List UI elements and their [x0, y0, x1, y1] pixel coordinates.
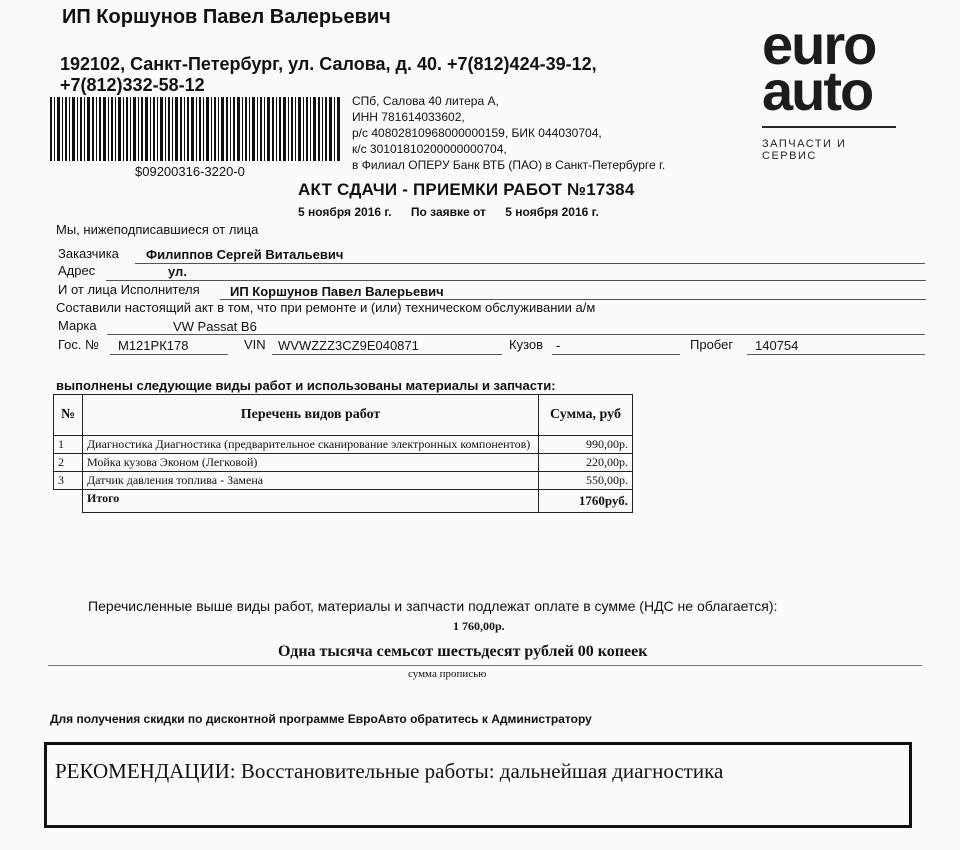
mileage-label: Пробег [690, 337, 734, 352]
plate-label: Гос. № [58, 337, 100, 352]
table-row [54, 436, 633, 454]
row-number: 3 [54, 472, 83, 490]
document-title: АКТ СДАЧИ - ПРИЕМКИ РАБОТ №17384 [298, 180, 635, 199]
table-row [54, 472, 633, 490]
brand-value: VW Passat B6 [173, 319, 257, 334]
works-heading: выполнены следующие виды работ и использованы материалы и запчасти: [56, 378, 556, 393]
document-date: 5 ноября 2016 г. [298, 205, 392, 219]
body-label: Кузов [509, 337, 544, 352]
company-name: ИП Коршунов Павел Валерьевич [62, 6, 391, 28]
payment-text: Перечисленные выше виды работ, материалы и запчасти подлежат оплате в сумме (НДС не облагается): [88, 598, 778, 614]
row-number: 1 [54, 436, 83, 454]
logo-rule [762, 126, 896, 128]
company-phone: +7(812)332-58-12 [60, 75, 205, 95]
logo-word-euro: euro [762, 13, 876, 76]
vin-label: VIN [244, 337, 266, 352]
table-header-row [54, 395, 633, 436]
payment-amount: 1 760,00р. [453, 619, 505, 633]
bank-line: в Филиал ОПЕРУ Банк ВТБ (ПАО) в Санкт-Петербурге г. [352, 158, 666, 172]
column-header-number: № [54, 395, 83, 436]
bank-line: ИНН 781614033602, [352, 110, 465, 124]
vin-underline [272, 354, 502, 355]
total-empty-cell [54, 490, 83, 513]
table-row [54, 454, 633, 472]
body-underline [552, 354, 680, 355]
discount-note: Для получения скидки по дисконтной программе ЕвроАвто обратитесь к Администратору [50, 712, 592, 726]
bank-line: СПб, Салова 40 литера А, [352, 94, 499, 108]
bank-line: к/с 30101810200000000704, [352, 142, 507, 156]
row-work-name: Датчик давления топлива - Замена [83, 472, 539, 490]
address-label: Адрес [58, 263, 96, 278]
row-sum: 550,00р. [539, 472, 633, 490]
request-label: По заявке от [410, 205, 486, 219]
euroauto-logo [762, 13, 902, 162]
mileage-value: 140754 [755, 338, 799, 353]
barcode-number: $09200316-3220-0 [135, 164, 245, 179]
customer-label: Заказчика [58, 246, 119, 261]
mileage-underline [747, 354, 925, 355]
logo-word-auto: auto [762, 59, 873, 122]
amount-words-caption: сумма прописью [408, 668, 487, 680]
works-table [53, 394, 633, 513]
row-number: 2 [54, 454, 83, 472]
address-value: ул. [168, 264, 187, 279]
body-value: - [556, 338, 561, 353]
vin-value: WVWZZZ3CZ9E040871 [278, 338, 419, 353]
request-date: 5 ноября 2016 г. [505, 205, 599, 219]
executor-value: ИП Коршунов Павел Валерьевич [230, 284, 444, 299]
bank-line: р/с 40802810968000000159, БИК 044030704, [352, 126, 602, 140]
row-sum: 990,00р. [539, 436, 633, 454]
customer-underline [135, 263, 925, 264]
payment-amount-words: Одна тысяча семьсот шестьдесят рублей 00 копеек [278, 643, 648, 660]
recommendations-box [44, 742, 912, 828]
recommendations-text: РЕКОМЕНДАЦИИ: Восстановительные работы: дальнейшая диагностика [55, 759, 724, 783]
row-work-name: Мойка кузова Эконом (Легковой) [83, 454, 539, 472]
address-underline [106, 280, 926, 281]
column-header-works: Перечень видов работ [83, 395, 539, 436]
row-work-name: Диагностика Диагностика (предварительное сканирование электронных компонентов) [83, 436, 539, 454]
brand-label: Марка [58, 318, 97, 333]
row-sum: 220,00р. [539, 454, 633, 472]
bank-details [352, 93, 665, 173]
brand-underline [107, 334, 925, 335]
plate-underline [110, 354, 228, 355]
total-label: Итого [83, 490, 539, 513]
table-total-row [54, 490, 633, 513]
intro-text: Мы, нижеподписавшиеся от лица [56, 222, 259, 237]
barcode-image [50, 97, 340, 161]
customer-value: Филиппов Сергей Витальевич [146, 247, 344, 262]
amount-words-underline [48, 665, 922, 666]
executor-label: И от лица Исполнителя [58, 282, 200, 297]
logo-tagline: ЗАПЧАСТИ И СЕРВИС [762, 138, 847, 162]
company-address: 192102, Санкт-Петербург, ул. Салова, д. 40. +7(812)424-39-12, [60, 54, 597, 74]
column-header-sum: Сумма, руб [539, 395, 633, 436]
total-value: 1760руб. [539, 490, 633, 513]
statement-text: Составили настоящий акт в том, что при ремонте и (или) техническом обслуживании а/м [56, 300, 596, 315]
plate-value: М121РК178 [118, 338, 189, 353]
document-date-line [298, 205, 615, 219]
